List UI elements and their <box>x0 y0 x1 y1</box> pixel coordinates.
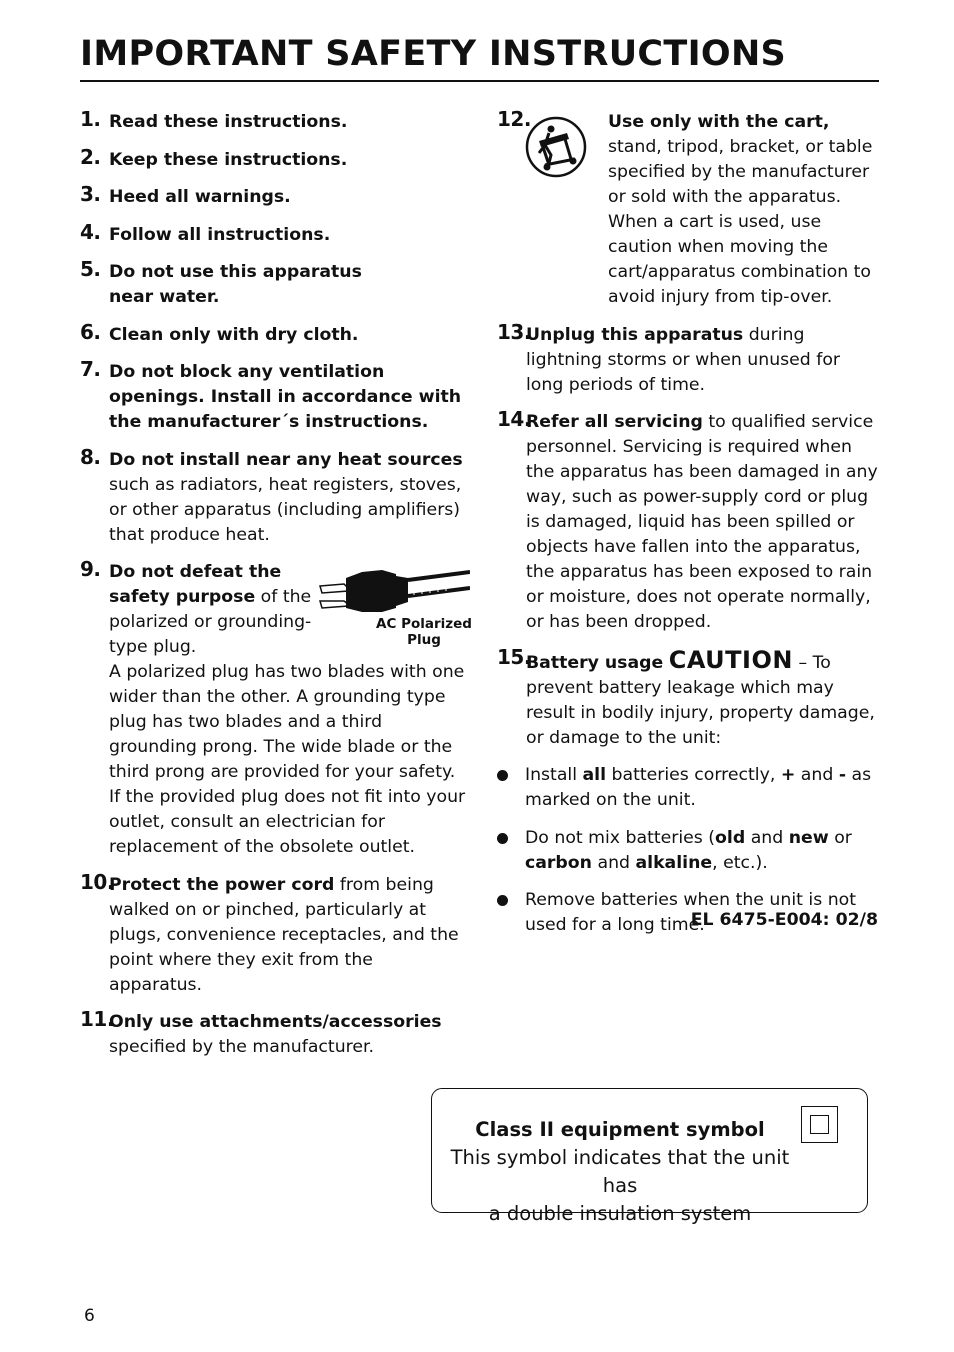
instruction-number: 5. <box>80 257 101 281</box>
page-title: IMPORTANT SAFETY INSTRUCTIONS <box>80 34 787 74</box>
instruction-number: 8. <box>80 444 101 469</box>
instruction-3 <box>80 182 470 210</box>
instruction-text: during lightning storms or when unused for long periods of time. <box>526 324 841 395</box>
left-column <box>80 107 472 1073</box>
instruction-text: Follow all instructions. <box>109 224 331 245</box>
instruction-heading: Protect the power cord <box>109 874 335 895</box>
instruction-heading: Do not defeat the safety purpose <box>109 562 282 607</box>
bullet-icon <box>497 833 508 844</box>
instruction-text: Keep these instructions. <box>109 149 348 170</box>
title-rule <box>80 80 879 82</box>
right-column <box>497 107 882 951</box>
instruction-10 <box>80 869 470 998</box>
instruction-text: to qualified service personnel. Servicing is required when the apparatus has been damaged in any way, such as power-supply cord or plug is damaged, liquid has been spilled or objects have fallen into the apparatus, the apparatus has been exposed to rain or moisture, does not operate normally, or has been dropped. <box>526 412 878 632</box>
class2-notice-text <box>442 1116 798 1228</box>
instruction-4 <box>80 219 470 248</box>
battery-bullet-2: Do not mix batteries (old and new or carbon and alkaline, etc.). <box>497 826 882 876</box>
battery-bullet-3: Remove batteries when the unit is not used for a long time. <box>497 888 882 938</box>
instruction-heading: Use only with the cart, <box>608 112 830 132</box>
instruction-number: 13. <box>497 319 531 344</box>
ac-polarized-plug-figure <box>318 560 476 650</box>
instruction-text: Heed all warnings. <box>109 187 291 207</box>
bullet-icon <box>497 895 508 906</box>
instruction-number: 1. <box>80 107 101 131</box>
instruction-12 <box>497 107 882 310</box>
instruction-heading: Unplug this apparatus <box>526 324 744 345</box>
instruction-number: 9. <box>80 557 101 581</box>
class2-line-1: This symbol indicates that the unit has <box>450 1146 790 1197</box>
instruction-heading: Only use attachments/accessories <box>109 1012 442 1032</box>
instruction-text: stand, tripod, bracket, or table specified by the manufacturer or sold with the apparatus. When a cart is used, use caution when moving the cart/apparatus combination to avoid injury from tip-over. <box>608 137 873 307</box>
instruction-number: 3. <box>80 182 101 206</box>
plug-caption: AC Polarized Plug <box>376 616 472 648</box>
instruction-13 <box>497 319 882 398</box>
instruction-8 <box>80 444 470 548</box>
instruction-heading: Refer all servicing <box>526 412 703 432</box>
cart-warning-icon <box>525 115 587 179</box>
instruction-number: 2. <box>80 144 101 169</box>
instruction-number: 10. <box>80 869 114 894</box>
class2-notice-box <box>431 1088 868 1225</box>
instruction-text: such as radiators, heat registers, stoves, or other apparatus (including amplifiers) that produce heat. <box>109 474 462 545</box>
instruction-number: 14. <box>497 407 531 431</box>
instruction-heading: Battery usage <box>526 652 664 673</box>
instruction-2 <box>80 144 470 173</box>
instruction-11 <box>80 1007 470 1060</box>
instruction-heading: Do not install near any heat sources <box>109 449 463 470</box>
instruction-6 <box>80 319 470 348</box>
class2-line-2: a double insulation system <box>488 1202 752 1225</box>
instruction-number: 6. <box>80 319 101 344</box>
class2-heading: Class II equipment symbol <box>475 1118 765 1141</box>
instruction-14 <box>497 407 882 635</box>
instruction-number: 12. <box>497 107 531 131</box>
instruction-text-continued: A polarized plug has two blades with one wider than the other. A grounding type plug has two blades and a third grounding prong. The wide blade or the third prong are provided for your safety. If the provided plug does not fit into your outlet, consult an electrician for replacement of the obsolete outlet. <box>109 662 466 857</box>
instruction-7 <box>80 357 470 435</box>
caution-label: CAUTION <box>668 645 793 674</box>
instruction-number: 11. <box>80 1007 114 1031</box>
document-code: EL 6475-E004: 02/8 <box>690 910 878 930</box>
instruction-5 <box>80 257 470 310</box>
instruction-number: 15. <box>497 644 531 669</box>
instruction-text: from being walked on or pinched, particularly at plugs, convenience receptacles, and the point where they exit from the apparatus. <box>109 874 459 995</box>
instruction-text: Do not use this apparatus near water. <box>109 262 362 307</box>
ac-plug-icon <box>318 568 470 618</box>
instruction-text: Do not block any ventilation openings. Install in accordance with the manufacturer´s instructions. <box>109 362 462 432</box>
instruction-9 <box>80 557 472 860</box>
instruction-1 <box>80 107 470 135</box>
instruction-text: Clean only with dry cloth. <box>109 324 359 345</box>
instruction-text: – To prevent battery leakage which may result in bodily injury, property damage, or damage to the unit: <box>526 652 875 748</box>
instruction-15 <box>497 644 882 751</box>
instruction-text: Read these instructions. <box>109 112 348 132</box>
instruction-number: 4. <box>80 219 101 244</box>
page-number: 6 <box>84 1306 95 1326</box>
instruction-number: 7. <box>80 357 101 381</box>
double-insulation-icon <box>801 1106 838 1143</box>
bullet-icon <box>497 770 508 781</box>
instruction-text: of the polarized or grounding-type plug. <box>109 587 312 657</box>
battery-bullet-1: Install all batteries correctly, + and - as marked on the unit. <box>497 763 882 813</box>
instruction-text: specified by the manufacturer. <box>109 1037 375 1057</box>
